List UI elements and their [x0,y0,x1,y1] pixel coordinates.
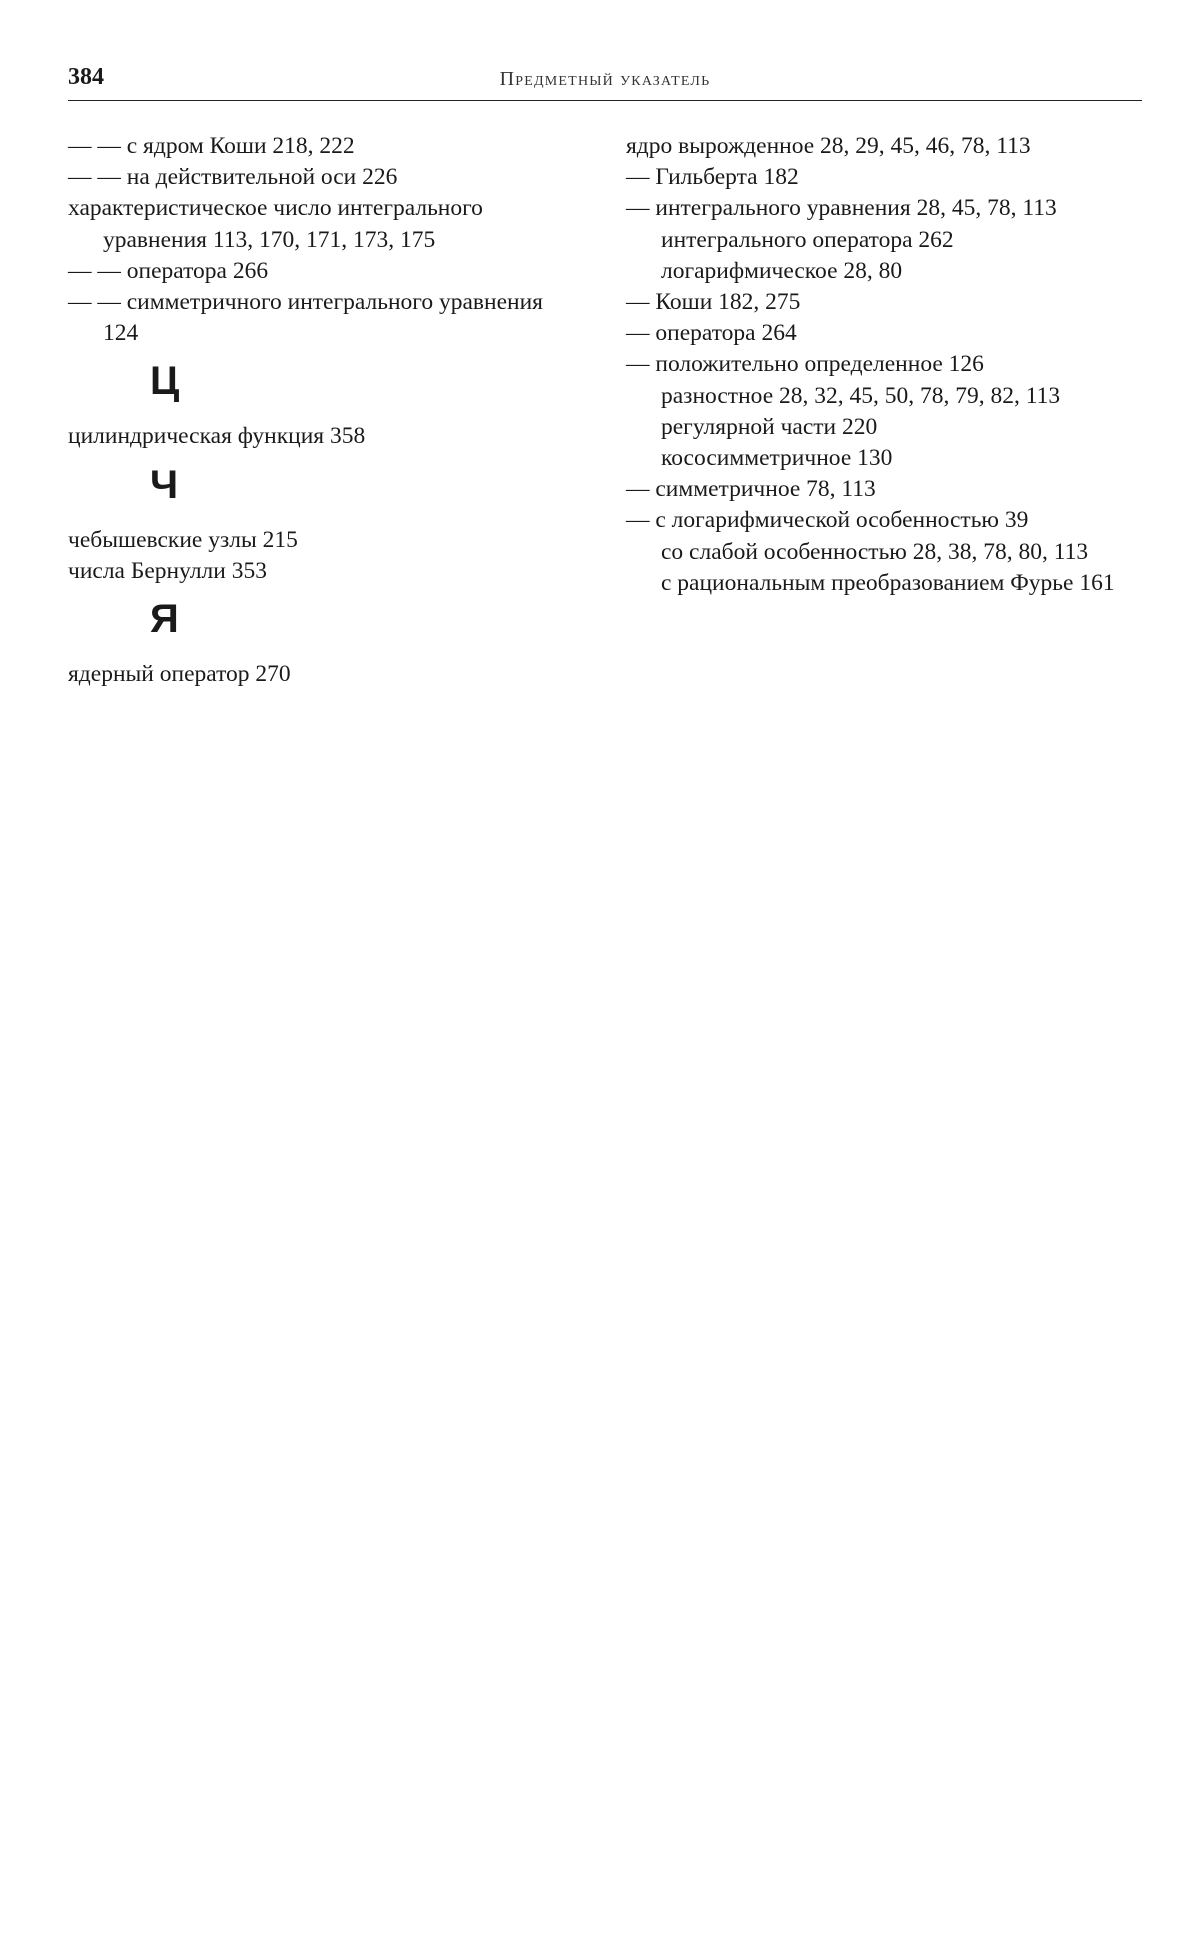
index-entry: интегрального оператора 262 [661,226,954,253]
index-entry: — Коши 182, 275 [626,289,801,316]
index-entry: — интегрального уравнения 28, 45, 78, 113 [626,195,1057,222]
index-entry: регулярной части 220 [661,413,878,440]
index-entry: — положительно определенное 126 [626,351,984,378]
index-entry: — симметричное 78, 113 [626,476,876,503]
page-header [68,62,1142,101]
index-entry: — с логарифмической особенностью 39 [626,507,1029,534]
section-letter-ya: Я [150,597,179,642]
index-entry: характеристическое число интегрального уравнения 113, 170, 171, 173, 175 [68,195,483,253]
index-entry: с рациональным преобразованием Фурье 161 [661,569,1115,596]
index-entry: со слабой особенностью 28, 38, 78, 80, 113 [661,538,1089,565]
index-entry: — — оператора 266 [68,257,269,284]
index-entry: — — с ядром Коши 218, 222 [68,133,355,159]
section-letter-ts: Ц [150,359,180,404]
index-entry: — Гильберта 182 [626,164,799,191]
index-entry: чебышевские узлы 215 [68,526,298,553]
index-entry: — — симметричного интегрального уравнения 124 [68,289,543,347]
page-number: 384 [68,64,104,90]
index-entry: ядро вырожденное 28, 29, 45, 46, 78, 113 [626,133,1031,159]
index-entry: цилиндрическая функция 358 [68,423,366,450]
index-entry: ядерный оператор 270 [68,661,291,688]
index-entry: числа Бернулли 353 [68,557,267,584]
running-title: Предметный указатель [499,68,711,90]
index-entry: — — на действительной оси 226 [68,164,398,191]
index-entry: разностное 28, 32, 45, 50, 78, 79, 82, 113 [661,382,1061,409]
index-entry: логарифмическое 28, 80 [661,257,903,284]
left-column [68,131,574,690]
right-column [626,131,1142,599]
index-entry: кососимметричное 130 [661,445,893,472]
section-letter-ch: Ч [150,462,179,507]
index-entry: — оператора 264 [626,320,797,347]
